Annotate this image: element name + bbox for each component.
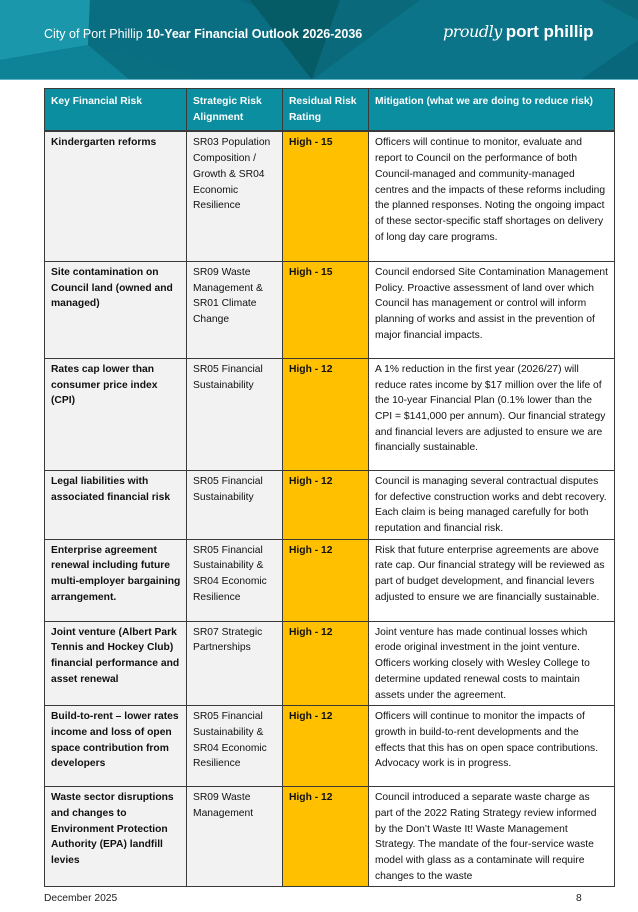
alignment-cell: SR07 Strategic Partnerships [187, 621, 283, 706]
mitigation-cell: A 1% reduction in the first year (2026/27) will reduce rates income by $17 million over the life of the 10-year Financial Plan (0.1% lower than the CPI = $141,000 per annum). Our financial strategy and financial levers are adjusted to ensure we are financially sustainable. [369, 358, 615, 470]
table-row [45, 787, 615, 887]
alignment-cell: SR05 Financial Sustainability [187, 358, 283, 470]
proudly-port-phillip-logo [443, 22, 594, 42]
rating-cell: High - 12 [283, 787, 369, 887]
mitigation-cell: Officers will continue to monitor, evaluate and report to Council on the performance of both Council-managed and community-managed centres and the impacts of these reforms including the planned responses. Noting the ongoing impact of these sector-specific staff shortages on delivery of long day care programs. [369, 131, 615, 261]
rating-cell: High - 15 [283, 261, 369, 358]
risk-cell: Joint venture (Albert Park Tennis and Hockey Club) financial performance and asset renewal [45, 621, 187, 706]
mitigation-cell: Council introduced a separate waste charge as part of the 2022 Rating Strategy review informed by the Don’t Waste It! Waste Management Strategy. The mandate of the four-service waste model with glass as a contaminate will require changes to the waste [369, 787, 615, 887]
mitigation-cell: Joint venture has made continual losses which erode original investment in the joint venture. Officers working closely with Wesley College to determine updated renewal costs to maintain assets under the agreement. [369, 621, 615, 706]
logo-bold-text: port phillip [505, 22, 594, 41]
risk-cell: Legal liabilities with associated financial risk [45, 470, 187, 539]
footer-date: December 2025 [44, 893, 118, 904]
table-row [45, 470, 615, 539]
risk-cell: Kindergarten reforms [45, 131, 187, 261]
rating-cell: High - 12 [283, 706, 369, 787]
column-header-strategic-risk-alignment: Strategic Risk Alignment [187, 89, 283, 132]
table-row [45, 358, 615, 470]
mitigation-cell: Risk that future enterprise agreements are above rate cap. Our financial strategy will be reviewed as part of budget development, and financial levers adjusted to ensure we are financially sustainable. [369, 539, 615, 621]
key-financial-risk-table [44, 88, 615, 887]
risk-cell: Rates cap lower than consumer price index (CPI) [45, 358, 187, 470]
page-number: 8 [576, 893, 582, 904]
table-row [45, 131, 615, 261]
table-row [45, 261, 615, 358]
rating-cell: High - 12 [283, 621, 369, 706]
table-row [45, 539, 615, 621]
column-header-residual-risk-rating: Residual Risk Rating [283, 89, 369, 132]
table-row [45, 621, 615, 706]
risk-cell: Site contamination on Council land (owned and managed) [45, 261, 187, 358]
alignment-cell: SR05 Financial Sustainability [187, 470, 283, 539]
logo-script-text: proudly [443, 22, 502, 41]
rating-cell: High - 12 [283, 539, 369, 621]
title-bold: 10-Year Financial Outlook 2026-2036 [146, 27, 363, 41]
table-row [45, 706, 615, 787]
title-prefix: City of Port Phillip [44, 27, 143, 41]
header-banner [0, 0, 638, 80]
mitigation-cell: Officers will continue to monitor the impacts of growth in build-to-rent developments and the effects that this has on open space contributions. Advocacy work is in progress. [369, 706, 615, 787]
banner-divider [0, 79, 638, 80]
risk-cell: Waste sector disruptions and changes to Environment Protection Authority (EPA) landfill levies [45, 787, 187, 887]
alignment-cell: SR05 Financial Sustainability & SR04 Economic Resilience [187, 706, 283, 787]
risk-cell: Build-to-rent – lower rates income and loss of open space contribution from developers [45, 706, 187, 787]
table-header-row [45, 89, 615, 132]
alignment-cell: SR09 Waste Management [187, 787, 283, 887]
rating-cell: High - 12 [283, 358, 369, 470]
alignment-cell: SR05 Financial Sustainability & SR04 Economic Resilience [187, 539, 283, 621]
document-title [44, 27, 362, 41]
risk-cell: Enterprise agreement renewal including future multi-employer bargaining arrangement. [45, 539, 187, 621]
mitigation-cell: Council endorsed Site Contamination Management Policy. Proactive assessment of land over which Council has management or control will inform planning of works and assist in the prevention of major financial impacts. [369, 261, 615, 358]
alignment-cell: SR03 Population Composition / Growth & SR04 Economic Resilience [187, 131, 283, 261]
mitigation-cell: Council is managing several contractual disputes for defective construction works and debt recovery. Each claim is being managed carefully for both reputation and financial risk. [369, 470, 615, 539]
alignment-cell: SR09 Waste Management & SR01 Climate Change [187, 261, 283, 358]
rating-cell: High - 12 [283, 470, 369, 539]
column-header-key-financial-risk: Key Financial Risk [45, 89, 187, 132]
column-header-mitigation: Mitigation (what we are doing to reduce risk) [369, 89, 615, 132]
rating-cell: High - 15 [283, 131, 369, 261]
